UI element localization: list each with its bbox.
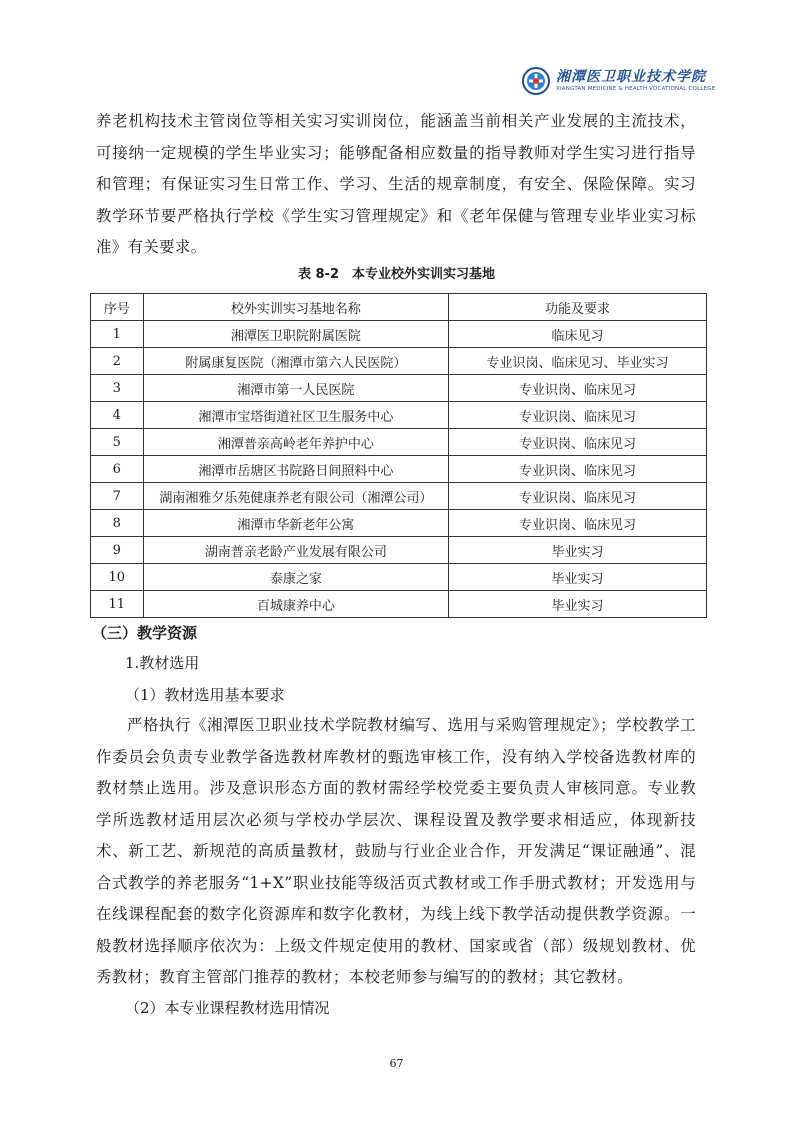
college-emblem-icon [522,67,550,95]
cell-name: 湘潭市第一人民医院 [143,375,449,402]
subheading-course-textbooks: （2）本专业课程教材选用情况 [125,999,330,1017]
header-no: 序号 [91,294,144,321]
cell-name: 湖南普亲老龄产业发展有限公司 [143,537,449,564]
table-row [91,483,707,510]
college-logo [522,66,716,96]
table-row [91,564,707,591]
cell-no: 5 [91,429,144,456]
cell-no: 10 [91,564,144,591]
logo-text-en: XIANGTAN MEDICINE & HEALTH VOCATIONAL COLLEGE [556,85,716,92]
cell-name: 泰康之家 [143,564,449,591]
table-row [91,321,707,348]
table-row [91,429,707,456]
cell-name: 湘潭市华新老年公寓 [143,510,449,537]
cell-function: 毕业实习 [449,591,707,618]
cell-no: 1 [91,321,144,348]
cell-name: 湘潭普亲高岭老年养护中心 [143,429,449,456]
textbook-policy-paragraph: 严格执行《湘潭医卫职业技术学院教材编写、选用与采购管理规定》；学校教学工作委员会负责专业教学备选教材库教材的甄选审核工作，没有纳入学校备选教材库的教材禁止选用。涉及意识形态方面的教材需经学校党委主要负责人审核同意。专业教学所选教材适用层次必须与学校办学层次、课程设置及教学要求相适应，体现新技术、新工艺、新规范的高质量教材，鼓励与行业企业合作，开发满足“课证融通”、混合式教学的养老服务“1+X”职业技能等级活页式教材或工作手册式教材；开发选用与在线课程配套的数字化资源库和数字化教材，为线上线下教学活动提供教学资源。一般教材选择顺序依次为：上级文件规定使用的教材、国家或省（部）级规划教材、优秀教材；教育主管部门推荐的教材；本校老师参与编写的的教材；其它教材。 [96,716,696,986]
subheading-textbook-selection: 1.教材选用 [125,654,200,672]
cell-function: 专业识岗、临床见习 [449,510,707,537]
cell-no: 4 [91,402,144,429]
cell-name: 湘潭医卫职院附属医院 [143,321,449,348]
cell-name: 湘潭市岳塘区书院路日间照料中心 [143,456,449,483]
header-function: 功能及要求 [449,294,707,321]
table-row [91,591,707,618]
cell-no: 9 [91,537,144,564]
cell-name: 附属康复医院（湘潭市第六人民医院） [143,348,449,375]
cell-function: 专业识岗、临床见习 [449,483,707,510]
table-row [91,510,707,537]
table-row [91,537,707,564]
cell-function: 专业识岗、临床见习 [449,429,707,456]
cell-name: 湘潭市宝塔街道社区卫生服务中心 [143,402,449,429]
table-row [91,348,707,375]
cell-no: 2 [91,348,144,375]
cell-function: 专业识岗、临床见习 [449,375,707,402]
practice-base-table [90,293,707,618]
cell-function: 专业识岗、临床见习 [449,456,707,483]
cell-function: 专业识岗、临床见习 [449,402,707,429]
cell-name: 湖南湘雅夕乐苑健康养老有限公司（湘潭公司） [143,483,449,510]
intro-paragraph: 养老机构技术主管岗位等相关实习实训岗位，能涵盖当前相关产业发展的主流技术，可接纳一定规模的学生毕业实习；能够配备相应数量的指导教师对学生实习进行指导和管理；有保证实习生日常工作、学习、生活的规章制度，有安全、保险保障。实习教学环节要严格执行学校《学生实习管理规定》和《老年保健与管理专业毕业实习标准》有关要求。 [96,112,696,256]
subheading-basic-requirements: （1）教材选用基本要求 [125,686,285,704]
section-heading: （三）教学资源 [92,624,198,642]
cell-no: 6 [91,456,144,483]
table-caption: 表 8-2 本专业校外实训实习基地 [297,267,495,282]
page-number: 67 [389,1057,404,1070]
cell-function: 毕业实习 [449,537,707,564]
header-name: 校外实训实习基地名称 [143,294,449,321]
table-row [91,456,707,483]
cell-function: 专业识岗、临床见习、毕业实习 [449,348,707,375]
cell-no: 8 [91,510,144,537]
cell-name: 百城康养中心 [143,591,449,618]
table-header-row [91,294,707,321]
cell-no: 7 [91,483,144,510]
table-row [91,375,707,402]
cell-no: 11 [91,591,144,618]
cell-function: 临床见习 [449,321,707,348]
logo-text-cn: 湘潭医卫职业技术学院 [556,68,706,85]
table-row [91,402,707,429]
cell-function: 毕业实习 [449,564,707,591]
cell-no: 3 [91,375,144,402]
